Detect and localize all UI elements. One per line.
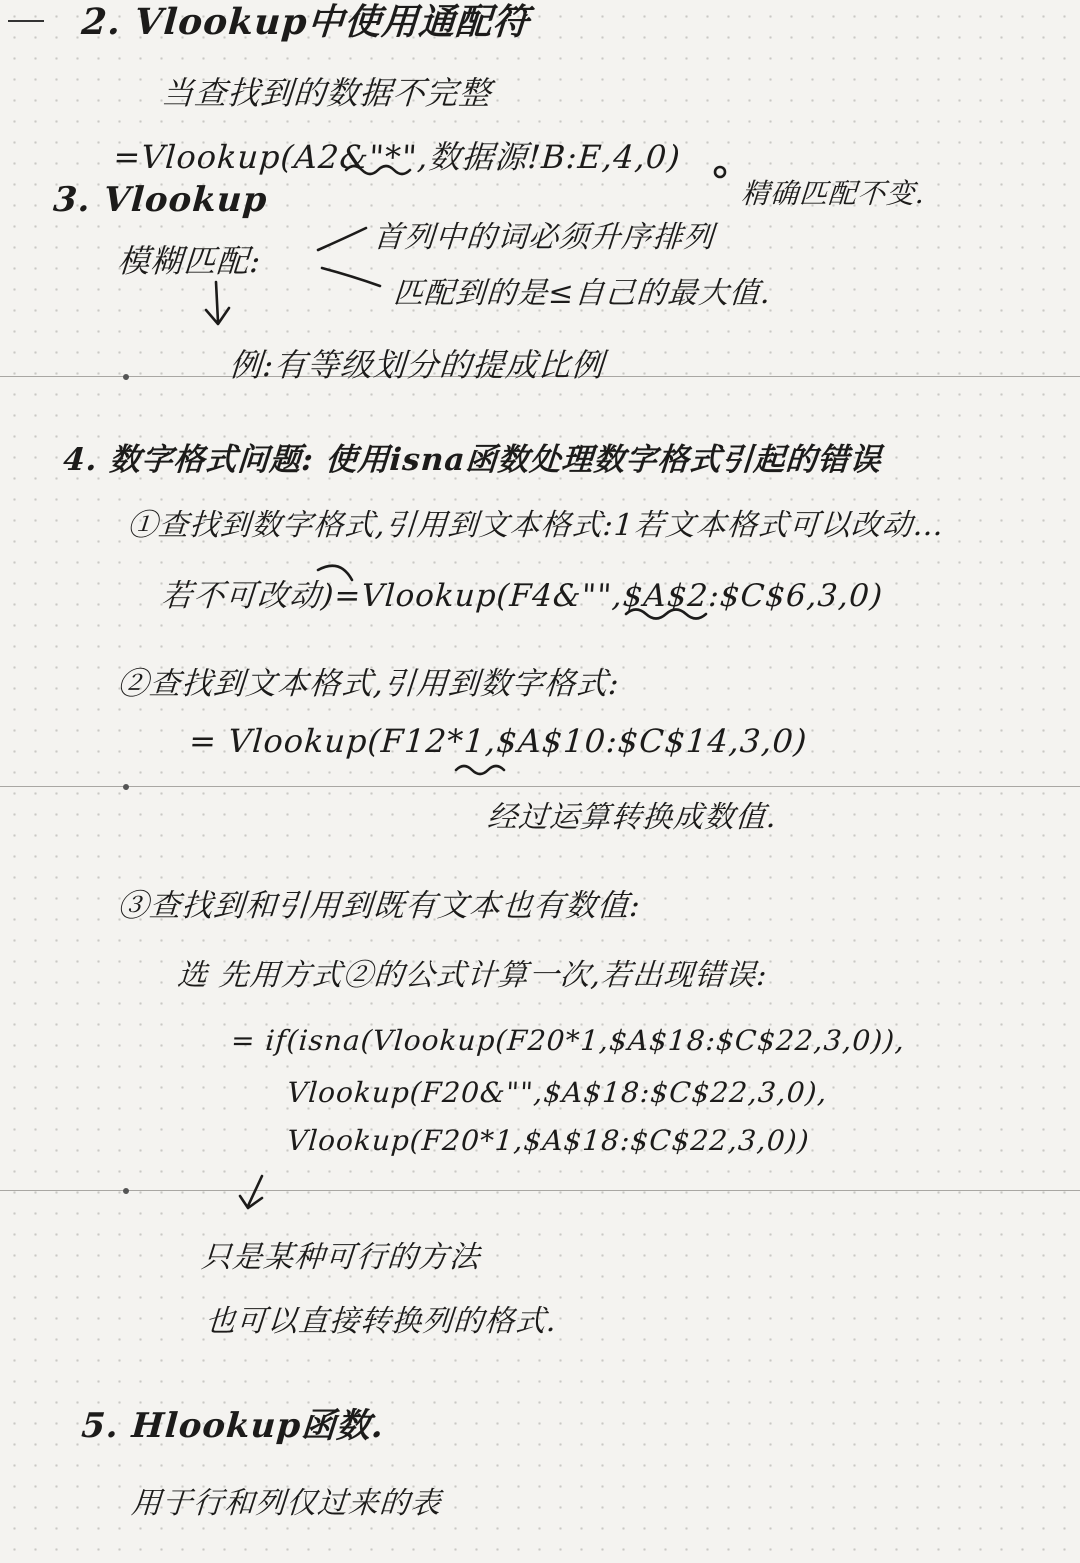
circle-mark [715,167,725,177]
section-4-item-3-formula-3: Vlookup(F20*1,$A$18:$C$22,3,0)) [286,1124,811,1157]
rule-dot [123,784,129,790]
section-4-item-1-formula: 若不可改动)=Vlookup(F4&"",$A$2:$C$6,3,0) [160,578,885,614]
section-5-line: 用于行和列仅过来的表 [130,1486,443,1521]
section-4-item-3-comment-1: 只是某种可行的方法 [200,1240,482,1275]
section-4-item-3-comment-2: 也可以直接转换列的格式. [204,1304,559,1339]
section-3-title: 3. Vlookup [52,180,269,220]
section-4-item-2-note: 经过运算转换成数值. [486,800,779,835]
section-4-item-3-formula-2: Vlookup(F20&"",$A$18:$C$22,3,0), [286,1076,829,1109]
section-4-item-2-formula: = Vlookup(F12*1,$A$10:$C$14,3,0) [188,722,809,760]
margin-dash [8,20,44,22]
section-2-line: 当查找到的数据不完整 [160,74,493,112]
squiggle-underline [456,766,504,774]
section-3-branch-1: 首列中的词必须升序排列 [372,220,716,255]
section-2-note: 精确匹配不变. [740,177,927,210]
section-2-formula: =Vlookup(A2&"*",数据源!B:E,4,0) [112,138,683,176]
branch-line-down [322,268,380,286]
section-5-title: 5. Hlookup函数. [80,1406,386,1446]
section-4-item-2: ②查找到文本格式,引用到数字格式: [116,666,621,702]
rule-dot [123,1188,129,1194]
section-4-title: 4. 数字格式问题: 使用isna函数处理数字格式引起的错误 [62,442,883,478]
ruled-line [0,1190,1080,1191]
section-3-label: 模糊匹配: [116,242,263,280]
down-arrow-icon [240,1176,262,1208]
down-arrow-icon [206,282,229,324]
ruled-line [0,786,1080,787]
section-3-example: 例:有等级划分的提成比例 [228,346,606,384]
section-4-item-3: ③查找到和引用到既有文本也有数值: [116,888,643,924]
section-2-title: 2. Vlookup中使用通配符 [80,1,532,43]
rule-dot [123,374,129,380]
section-4-item-3-formula-1: = if(isna(Vlookup(F20*1,$A$18:$C$22,3,0)), [230,1024,907,1057]
branch-line-up [318,228,366,250]
section-4-item-1: ①查找到数字格式,引用到文本格式:1若文本格式可以改动… [126,508,946,543]
section-4-item-3-line: 选 先用方式②的公式计算一次,若出现错误: [176,958,769,993]
section-3-branch-2: 匹配到的是≤自己的最大值. [392,276,773,311]
